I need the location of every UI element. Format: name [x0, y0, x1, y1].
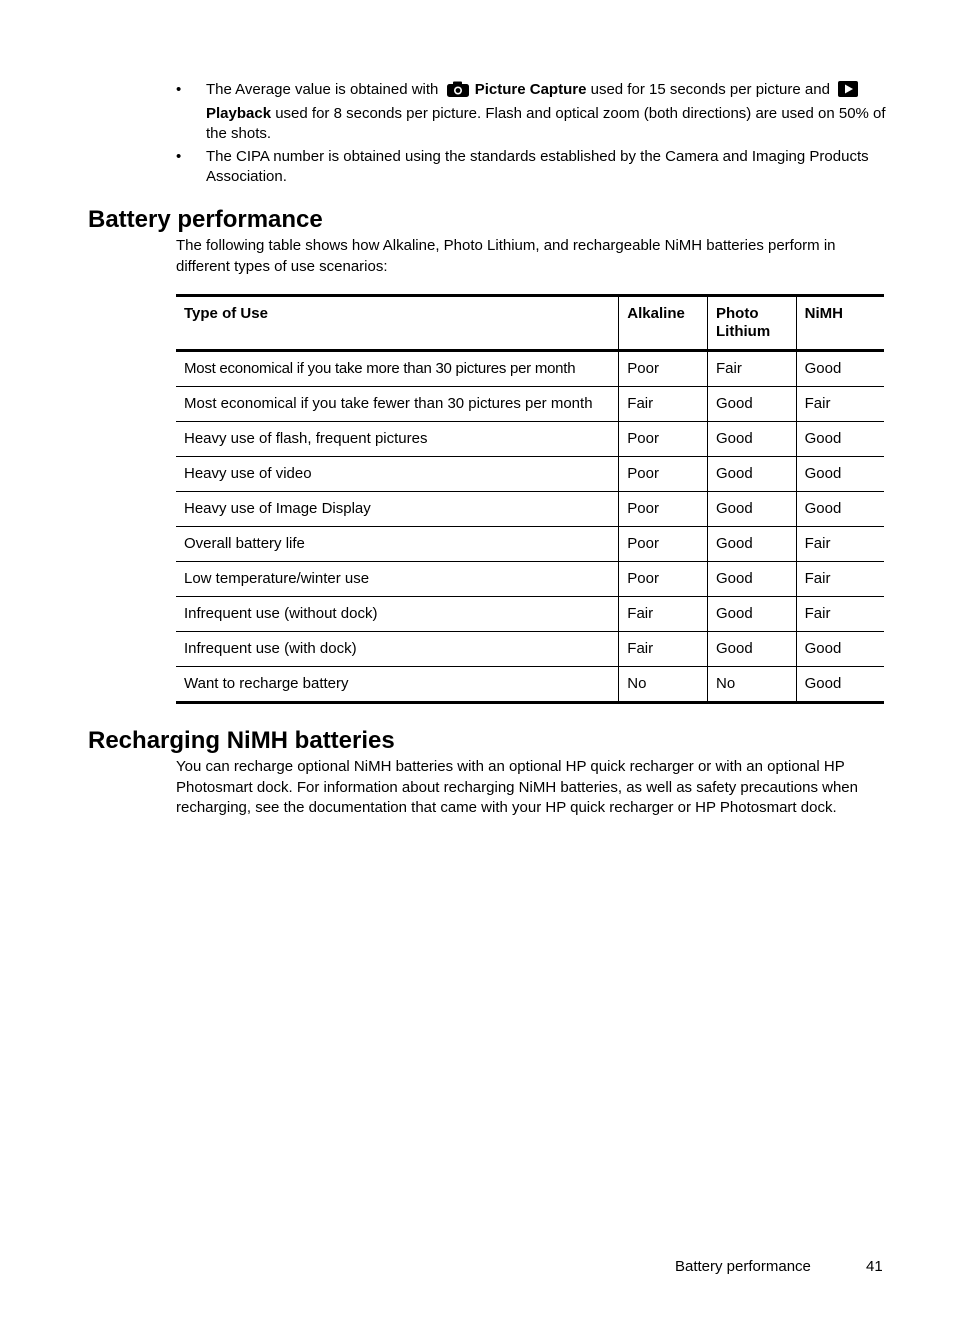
nimh-cell: Good: [796, 632, 884, 667]
note-text: The Average value is obtained with: [206, 81, 439, 98]
table-row: [176, 351, 884, 387]
note-text: used for 15 seconds per picture and: [590, 81, 830, 98]
note-average-value: [176, 80, 888, 145]
table-row: [176, 527, 884, 562]
alkaline-cell: Fair: [619, 632, 708, 667]
photo-lithium-cell: Good: [708, 457, 797, 492]
table-row: [176, 632, 884, 667]
nimh-cell: Good: [796, 457, 884, 492]
type-of-use-cell: Heavy use of Image Display: [176, 492, 619, 527]
alkaline-cell: Poor: [619, 351, 708, 387]
footer-page-number: 41: [866, 1258, 883, 1275]
note-text: used for 8 seconds per picture. Flash and optical zoom (both directions) are used on 50% of the shots.: [206, 104, 886, 142]
battery-performance-table: [176, 294, 884, 704]
footer-section-title: Battery performance: [675, 1258, 811, 1275]
table-row: [176, 667, 884, 703]
play-icon: [838, 81, 858, 104]
section-heading-battery-performance: Battery performance: [88, 206, 323, 233]
section-heading-recharging-nimh: Recharging NiMH batteries: [88, 727, 395, 754]
camera-icon: [447, 81, 469, 104]
type-of-use-cell: Most economical if you take fewer than 30 pictures per month: [176, 387, 619, 422]
alkaline-cell: Poor: [619, 562, 708, 597]
type-of-use-cell: Low temperature/winter use: [176, 562, 619, 597]
alkaline-cell: Poor: [619, 422, 708, 457]
photo-lithium-cell: Good: [708, 527, 797, 562]
notes-list: [176, 80, 888, 190]
table-row: [176, 422, 884, 457]
recharging-paragraph: You can recharge optional NiMH batteries with an optional HP quick recharger or with an optional HP Photosmart dock. For information about recharging NiMH batteries, as well as safety precautions when recharging, see the documentation that came with your HP quick recharger or HP Photosmart dock.: [176, 758, 858, 816]
type-of-use-cell: Infrequent use (without dock): [176, 597, 619, 632]
table-row: [176, 597, 884, 632]
type-of-use-cell: Want to recharge battery: [184, 675, 349, 692]
photo-lithium-cell: Good: [708, 562, 797, 597]
type-of-use-cell: Most economical if you take more than 30 pictures per month: [176, 351, 619, 387]
playback-label: Playback: [206, 104, 272, 122]
photo-lithium-cell: Good: [708, 632, 797, 667]
type-of-use-cell: Infrequent use (with dock): [176, 632, 619, 667]
column-header-photo-lithium: Photo Lithium: [708, 296, 797, 351]
alkaline-cell: Poor: [619, 527, 708, 562]
table-row: [176, 562, 884, 597]
alkaline-cell: Fair: [619, 597, 708, 632]
note-cipa: [176, 147, 888, 188]
photo-lithium-cell: Good: [708, 422, 797, 457]
photo-lithium-cell: Good: [708, 492, 797, 527]
note-text: The CIPA number is obtained using the standards established by the Camera and Imaging Products Association.: [206, 147, 869, 185]
type-of-use-cell: Heavy use of flash, frequent pictures: [176, 422, 619, 457]
column-header-type-of-use: Type of Use: [176, 296, 619, 351]
photo-lithium-cell: Good: [708, 597, 797, 632]
photo-lithium-cell: Good: [708, 387, 797, 422]
battery-intro-paragraph: The following table shows how Alkaline, Photo Lithium, and rechargeable NiMH batteries perform in different types of use scenarios:: [176, 237, 836, 275]
nimh-cell: Good: [796, 492, 884, 527]
table-row: [176, 492, 884, 527]
alkaline-cell: No: [619, 667, 708, 703]
nimh-cell: Fair: [796, 387, 884, 422]
alkaline-cell: Fair: [619, 387, 708, 422]
type-of-use-cell: Heavy use of video: [176, 457, 619, 492]
nimh-cell: Fair: [796, 527, 884, 562]
photo-lithium-cell: No: [708, 667, 797, 703]
table-header-row: [176, 296, 884, 351]
nimh-cell: Good: [796, 351, 884, 387]
column-header-nimh: NiMH: [796, 296, 884, 351]
nimh-cell: Fair: [796, 562, 884, 597]
table-row: [176, 457, 884, 492]
picture-capture-label: Picture Capture: [474, 81, 587, 98]
nimh-cell: Good: [796, 667, 884, 703]
alkaline-cell: Poor: [619, 492, 708, 527]
nimh-cell: Fair: [796, 597, 884, 632]
table-row: [176, 387, 884, 422]
photo-lithium-cell: Fair: [708, 351, 797, 387]
bullet-marker: •: [176, 147, 182, 165]
type-of-use-cell: Overall battery life: [176, 527, 619, 562]
bullet-marker: •: [176, 81, 182, 98]
alkaline-cell: Poor: [619, 457, 708, 492]
nimh-cell: Good: [796, 422, 884, 457]
column-header-alkaline: Alkaline: [619, 296, 708, 351]
